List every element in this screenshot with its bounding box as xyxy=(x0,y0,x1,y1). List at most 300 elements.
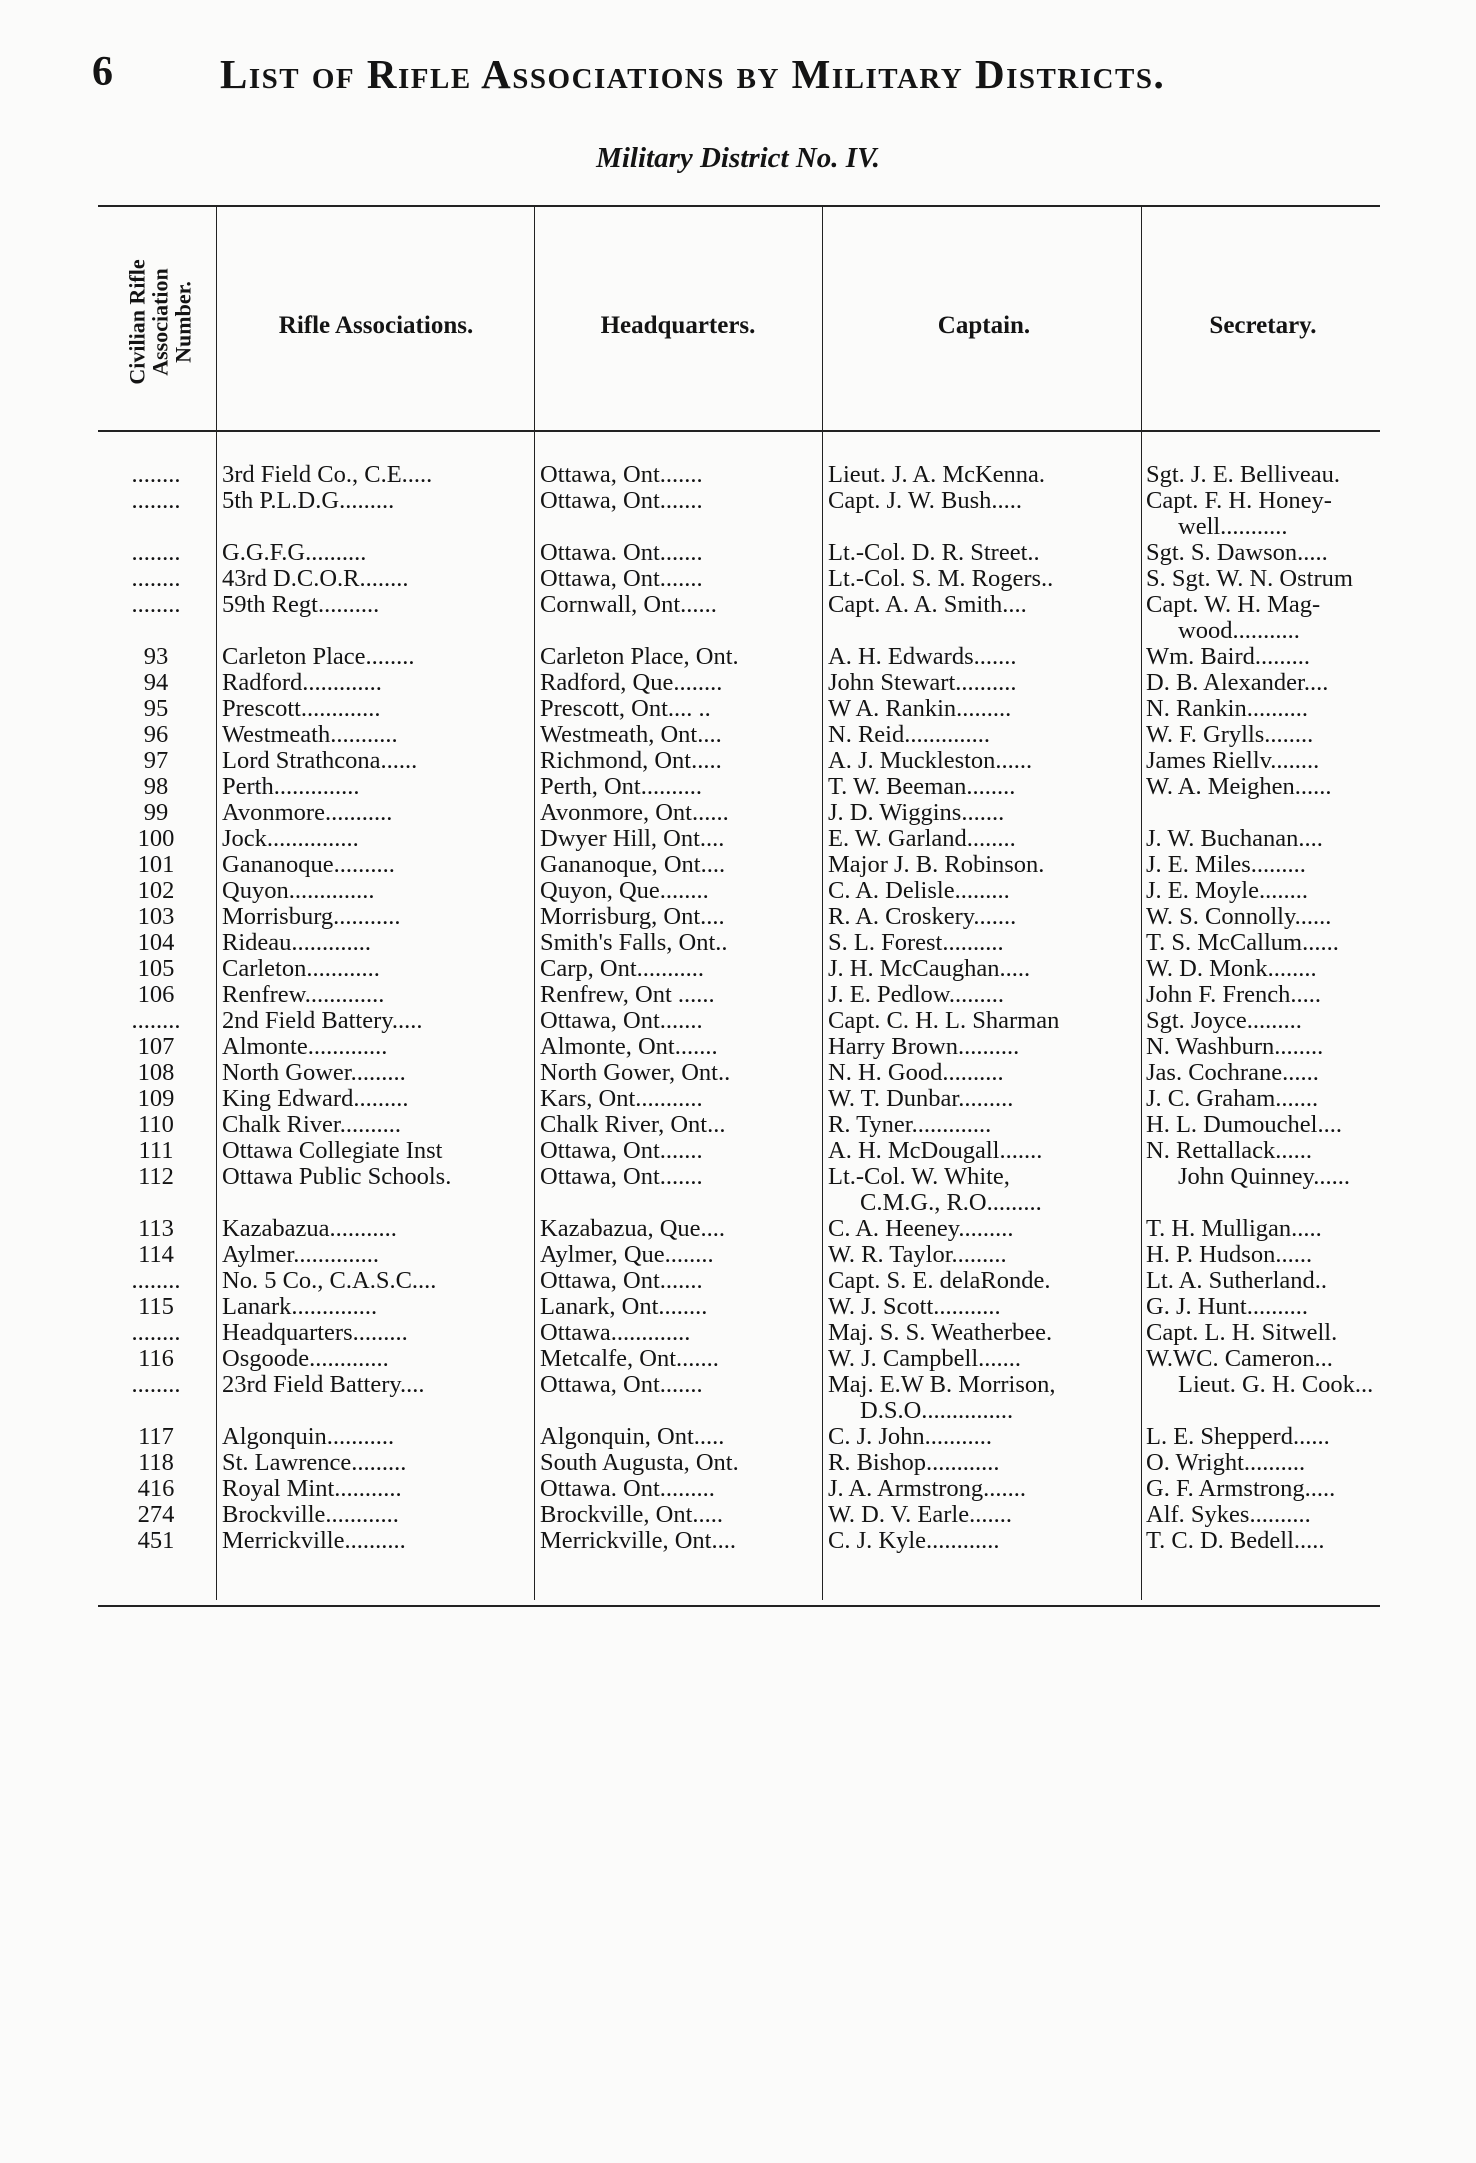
captain-name xyxy=(828,1242,1140,1268)
captain-name xyxy=(828,748,1140,774)
association-name xyxy=(222,1034,530,1060)
captain-name-text: C. A. Heeney......... xyxy=(828,1216,1014,1242)
captain-name-text: Lt.-Col. W. White, xyxy=(828,1164,1010,1190)
association-name-text: Quyon.............. xyxy=(222,878,375,904)
captain-name xyxy=(828,722,1140,748)
secretary-name xyxy=(1146,1164,1380,1190)
secretary-name-text: H. P. Hudson...... xyxy=(1146,1242,1313,1268)
secretary-name-text: Jas. Cochrane...... xyxy=(1146,1060,1319,1086)
headquarters-text: Aylmer, Que........ xyxy=(540,1242,714,1268)
captain-name-text: Lieut. J. A. McKenna. xyxy=(828,462,1046,488)
headquarters-text: Brockville, Ont..... xyxy=(540,1502,724,1528)
secretary-name-text: J. W. Buchanan.... xyxy=(1146,826,1323,852)
association-name xyxy=(222,1216,530,1242)
row-number xyxy=(100,592,212,618)
association-name-text: St. Lawrence......... xyxy=(222,1450,407,1476)
secretary-name-text: Capt. W. H. Mag- xyxy=(1146,592,1321,618)
captain-name xyxy=(828,1034,1140,1060)
row-number-text: 111 xyxy=(138,1138,174,1164)
row-number-text: 109 xyxy=(137,1086,175,1112)
table-row xyxy=(0,1372,1476,1424)
captain-name-text: C. A. Delisle......... xyxy=(828,878,1010,904)
secretary-name-continuation: wood........... xyxy=(1178,617,1300,644)
headquarters-text: Gananoque, Ont.... xyxy=(540,852,726,878)
captain-name-text: Maj. E.W B. Morrison, xyxy=(828,1372,1056,1398)
table-row xyxy=(0,566,1476,592)
headquarters-text: Metcalfe, Ont....... xyxy=(540,1346,719,1372)
row-number xyxy=(100,1372,212,1398)
headquarters xyxy=(540,878,816,904)
captain-name-text: Capt. C. H. L. Sharman xyxy=(828,1008,1060,1034)
row-number-text: ........ xyxy=(131,566,181,592)
headquarters-text: Algonquin, Ont..... xyxy=(540,1424,725,1450)
headquarters xyxy=(540,982,816,1008)
association-name-text: Radford............. xyxy=(222,670,382,696)
secretary-name xyxy=(1146,1502,1380,1528)
secretary-name xyxy=(1146,1112,1380,1138)
association-name xyxy=(222,592,530,618)
captain-name-text: Lt.-Col. D. R. Street.. xyxy=(828,540,1040,566)
row-number-text: ........ xyxy=(131,462,181,488)
table-row xyxy=(0,1060,1476,1086)
secretary-name-text: W. D. Monk........ xyxy=(1146,956,1317,982)
row-number xyxy=(100,566,212,592)
secretary-name-text: Alf. Sykes.......... xyxy=(1146,1502,1311,1528)
headquarters-text: Ottawa, Ont....... xyxy=(540,462,703,488)
table-row xyxy=(0,1294,1476,1320)
captain-name xyxy=(828,1216,1140,1242)
header-captain: Captain. xyxy=(937,312,1031,339)
table-header-rule xyxy=(98,430,1380,432)
headquarters xyxy=(540,540,816,566)
captain-name xyxy=(828,1502,1140,1528)
secretary-name-text: Sgt. Joyce......... xyxy=(1146,1008,1302,1034)
association-name xyxy=(222,696,530,722)
row-number xyxy=(100,1450,212,1476)
table-row xyxy=(0,644,1476,670)
headquarters xyxy=(540,956,816,982)
association-name-text: 2nd Field Battery..... xyxy=(222,1008,423,1034)
headquarters xyxy=(540,696,816,722)
secretary-name xyxy=(1146,1320,1380,1346)
association-name-text: Algonquin........... xyxy=(222,1424,395,1450)
captain-name xyxy=(828,956,1140,982)
headquarters xyxy=(540,462,816,488)
row-number xyxy=(100,1268,212,1294)
table-row xyxy=(0,1086,1476,1112)
secretary-name-text: W.WC. Cameron... xyxy=(1146,1346,1333,1372)
table-row xyxy=(0,1008,1476,1034)
row-number-text: 110 xyxy=(138,1112,174,1138)
captain-name xyxy=(828,1086,1140,1112)
headquarters xyxy=(540,1086,816,1112)
secretary-name-text: H. L. Dumouchel.... xyxy=(1146,1112,1342,1138)
headquarters-text: North Gower, Ont.. xyxy=(540,1060,731,1086)
headquarters-text: Ottawa, Ont....... xyxy=(540,1268,703,1294)
association-name xyxy=(222,800,530,826)
row-number xyxy=(100,1138,212,1164)
row-number xyxy=(100,826,212,852)
row-number-text: 451 xyxy=(137,1528,175,1554)
row-number-text: 102 xyxy=(137,878,175,904)
association-name xyxy=(222,1346,530,1372)
row-number-text: ........ xyxy=(131,1008,181,1034)
secretary-name xyxy=(1146,1060,1380,1086)
captain-name-text: J. H. McCaughan..... xyxy=(828,956,1031,982)
association-name-text: Royal Mint........... xyxy=(222,1476,402,1502)
association-name xyxy=(222,1424,530,1450)
row-number xyxy=(100,1294,212,1320)
headquarters xyxy=(540,722,816,748)
association-name-text: Perth.............. xyxy=(222,774,360,800)
row-number xyxy=(100,748,212,774)
secretary-name xyxy=(1146,1086,1380,1112)
headquarters-text: Radford, Que........ xyxy=(540,670,723,696)
secretary-name-text: W. A. Meighen...... xyxy=(1146,774,1332,800)
headquarters-text: Ottawa, Ont....... xyxy=(540,1164,703,1190)
secretary-name-text: Wm. Baird......... xyxy=(1146,644,1310,670)
row-number-text: 108 xyxy=(137,1060,175,1086)
captain-name-text: Capt. J. W. Bush..... xyxy=(828,488,1022,514)
captain-name xyxy=(828,1320,1140,1346)
table-row xyxy=(0,1450,1476,1476)
headquarters xyxy=(540,1112,816,1138)
headquarters-text: Ottawa, Ont....... xyxy=(540,1138,703,1164)
association-table-body xyxy=(0,462,1476,1554)
captain-name xyxy=(828,1476,1140,1502)
row-number xyxy=(100,1476,212,1502)
row-number xyxy=(100,1502,212,1528)
table-row xyxy=(0,956,1476,982)
header-association: Rifle Associations. xyxy=(278,312,474,339)
captain-name xyxy=(828,1112,1140,1138)
row-number-text: 117 xyxy=(138,1424,174,1450)
table-row xyxy=(0,1164,1476,1216)
captain-name xyxy=(828,696,1140,722)
headquarters xyxy=(540,1528,816,1554)
association-name xyxy=(222,644,530,670)
secretary-name-text: O. Wright.......... xyxy=(1146,1450,1306,1476)
captain-name-text: C. J. Kyle............ xyxy=(828,1528,1000,1554)
captain-name xyxy=(828,1424,1140,1450)
row-number-text: 274 xyxy=(137,1502,175,1528)
association-name xyxy=(222,1372,530,1398)
captain-name xyxy=(828,878,1140,904)
headquarters-text: Carp, Ont........... xyxy=(540,956,704,982)
association-name-text: Gananoque.......... xyxy=(222,852,395,878)
secretary-name-text: James Riellv........ xyxy=(1146,748,1320,774)
headquarters-text: South Augusta, Ont. xyxy=(540,1450,739,1476)
association-name xyxy=(222,826,530,852)
secretary-name-text: S. Sgt. W. N. Ostrum xyxy=(1146,566,1353,592)
table-row xyxy=(0,1346,1476,1372)
header-secretary: Secretary. xyxy=(1209,312,1317,339)
row-number-text: 93 xyxy=(143,644,169,670)
association-name-text: Morrisburg........... xyxy=(222,904,401,930)
association-name xyxy=(222,1476,530,1502)
captain-name-text: S. L. Forest.......... xyxy=(828,930,1004,956)
secretary-name-text: Capt. L. H. Sitwell. xyxy=(1146,1320,1338,1346)
captain-name-text: W A. Rankin......... xyxy=(828,696,1012,722)
captain-name xyxy=(828,1346,1140,1372)
secretary-name xyxy=(1146,904,1380,930)
row-number-text: ........ xyxy=(131,1320,181,1346)
table-row xyxy=(0,1502,1476,1528)
headquarters-text: Dwyer Hill, Ont.... xyxy=(540,826,725,852)
captain-name-text: W. J. Campbell....... xyxy=(828,1346,1022,1372)
secretary-name-text: Sgt. S. Dawson..... xyxy=(1146,540,1328,566)
secretary-name-text: Sgt. J. E. Belliveau. xyxy=(1146,462,1340,488)
captain-name xyxy=(828,540,1140,566)
secretary-name xyxy=(1146,956,1380,982)
association-name xyxy=(222,878,530,904)
secretary-name-text: D. B. Alexander.... xyxy=(1146,670,1329,696)
headquarters xyxy=(540,1138,816,1164)
headquarters-text: Ottawa............. xyxy=(540,1320,691,1346)
captain-name xyxy=(828,1164,1140,1216)
secretary-name xyxy=(1146,1268,1380,1294)
captain-name-text: W. T. Dunbar......... xyxy=(828,1086,1014,1112)
association-name xyxy=(222,1268,530,1294)
page-number: 6 xyxy=(92,49,113,95)
row-number-text: 95 xyxy=(143,696,169,722)
association-name-text: North Gower......... xyxy=(222,1060,406,1086)
association-name xyxy=(222,1320,530,1346)
row-number-text: 113 xyxy=(138,1216,174,1242)
row-number xyxy=(100,956,212,982)
secretary-name xyxy=(1146,1450,1380,1476)
association-name-text: King Edward......... xyxy=(222,1086,409,1112)
association-name-text: 5th P.L.D.G......... xyxy=(222,488,395,514)
table-row xyxy=(0,904,1476,930)
secretary-name-text: W. F. Grylls........ xyxy=(1146,722,1314,748)
row-number xyxy=(100,1424,212,1450)
association-name xyxy=(222,670,530,696)
association-name-text: No. 5 Co., C.A.S.C.... xyxy=(222,1268,437,1294)
headquarters xyxy=(540,1034,816,1060)
table-row xyxy=(0,826,1476,852)
headquarters xyxy=(540,826,816,852)
captain-name-text: A. J. Muckleston...... xyxy=(828,748,1033,774)
secretary-name-text: J. E. Miles......... xyxy=(1146,852,1306,878)
headquarters xyxy=(540,748,816,774)
table-row xyxy=(0,800,1476,826)
table-bottom-rule xyxy=(98,1605,1380,1607)
table-row xyxy=(0,540,1476,566)
row-number-text: 97 xyxy=(143,748,169,774)
association-name xyxy=(222,982,530,1008)
page-subtitle: Military District No. IV. xyxy=(596,142,880,174)
captain-name-text: N. Reid.............. xyxy=(828,722,990,748)
association-name-text: Renfrew............. xyxy=(222,982,385,1008)
headquarters xyxy=(540,1268,816,1294)
table-row xyxy=(0,1476,1476,1502)
secretary-name xyxy=(1146,1034,1380,1060)
association-name xyxy=(222,1450,530,1476)
row-number xyxy=(100,1216,212,1242)
headquarters xyxy=(540,1060,816,1086)
row-number xyxy=(100,930,212,956)
row-number xyxy=(100,1164,212,1190)
captain-name xyxy=(828,826,1140,852)
headquarters-text: Cornwall, Ont...... xyxy=(540,592,717,618)
association-name-text: Kazabazua........... xyxy=(222,1216,397,1242)
captain-name-text: W. J. Scott........... xyxy=(828,1294,1001,1320)
headquarters xyxy=(540,1450,816,1476)
captain-name-text: Major J. B. Robinson. xyxy=(828,852,1045,878)
headquarters xyxy=(540,644,816,670)
secretary-name-text: N. Rankin.......... xyxy=(1146,696,1308,722)
secretary-name xyxy=(1146,1346,1380,1372)
captain-name-text: Capt. A. A. Smith.... xyxy=(828,592,1027,618)
secretary-name xyxy=(1146,462,1380,488)
association-name-text: 43rd D.C.O.R........ xyxy=(222,566,409,592)
row-number-text: 94 xyxy=(143,670,169,696)
row-number xyxy=(100,670,212,696)
headquarters xyxy=(540,1164,816,1190)
table-row xyxy=(0,748,1476,774)
captain-name-text: J. E. Pedlow......... xyxy=(828,982,1005,1008)
secretary-name xyxy=(1146,1294,1380,1320)
association-name xyxy=(222,566,530,592)
row-number-text: 114 xyxy=(138,1242,174,1268)
headquarters xyxy=(540,1346,816,1372)
association-name xyxy=(222,748,530,774)
headquarters xyxy=(540,1216,816,1242)
headquarters xyxy=(540,1294,816,1320)
secretary-name xyxy=(1146,982,1380,1008)
association-name-text: Brockville............ xyxy=(222,1502,399,1528)
association-name-text: Aylmer.............. xyxy=(222,1242,379,1268)
headquarters-text: Morrisburg, Ont.... xyxy=(540,904,725,930)
captain-name xyxy=(828,488,1140,514)
secretary-name xyxy=(1146,1138,1380,1164)
captain-name-continuation: C.M.G., R.O......... xyxy=(860,1189,1042,1216)
captain-name-text: A. H. McDougall....... xyxy=(828,1138,1043,1164)
headquarters-text: Ottawa, Ont....... xyxy=(540,1372,703,1398)
table-row xyxy=(0,1424,1476,1450)
association-name xyxy=(222,1242,530,1268)
headquarters-text: Prescott, Ont.... .. xyxy=(540,696,711,722)
headquarters xyxy=(540,670,816,696)
row-number-text: 112 xyxy=(138,1164,174,1190)
association-name-text: 3rd Field Co., C.E..... xyxy=(222,462,433,488)
captain-name xyxy=(828,904,1140,930)
table-row xyxy=(0,722,1476,748)
association-name-text: Headquarters......... xyxy=(222,1320,408,1346)
secretary-name-text: J. E. Moyle........ xyxy=(1146,878,1308,904)
captain-name-continuation: D.S.O............... xyxy=(860,1397,1014,1424)
association-name-text: Ottawa Collegiate Inst xyxy=(222,1138,443,1164)
row-number xyxy=(100,1346,212,1372)
captain-name-text: J. A. Armstrong....... xyxy=(828,1476,1027,1502)
row-number-text: ........ xyxy=(131,1268,181,1294)
row-number-text: 116 xyxy=(138,1346,174,1372)
secretary-name-text: John F. French..... xyxy=(1146,982,1321,1008)
association-name xyxy=(222,1528,530,1554)
captain-name-text: Capt. S. E. delaRonde. xyxy=(828,1268,1051,1294)
captain-name-text: Maj. S. S. Weatherbee. xyxy=(828,1320,1053,1346)
captain-name xyxy=(828,930,1140,956)
association-name-text: Osgoode............. xyxy=(222,1346,389,1372)
row-number xyxy=(100,982,212,1008)
headquarters xyxy=(540,1320,816,1346)
association-name xyxy=(222,852,530,878)
headquarters xyxy=(540,1372,816,1398)
captain-name xyxy=(828,1528,1140,1554)
table-row xyxy=(0,982,1476,1008)
captain-name xyxy=(828,1372,1140,1424)
secretary-name xyxy=(1146,1476,1380,1502)
row-number xyxy=(100,540,212,566)
secretary-name-text: L. E. Shepperd...... xyxy=(1146,1424,1330,1450)
table-row xyxy=(0,1528,1476,1554)
captain-name-text: N. H. Good.......... xyxy=(828,1060,1004,1086)
row-number xyxy=(100,1112,212,1138)
row-number xyxy=(100,800,212,826)
row-number-text: 106 xyxy=(137,982,175,1008)
row-number xyxy=(100,878,212,904)
headquarters-text: Almonte, Ont....... xyxy=(540,1034,718,1060)
secretary-name xyxy=(1146,644,1380,670)
secretary-name-text: G. J. Hunt.......... xyxy=(1146,1294,1308,1320)
table-row xyxy=(0,1112,1476,1138)
secretary-name xyxy=(1146,878,1380,904)
headquarters-text: Avonmore, Ont...... xyxy=(540,800,729,826)
row-number-text: 101 xyxy=(137,852,175,878)
headquarters-text: Quyon, Que........ xyxy=(540,878,709,904)
captain-name xyxy=(828,982,1140,1008)
association-name-text: Lanark.............. xyxy=(222,1294,378,1320)
table-row xyxy=(0,930,1476,956)
association-name-text: Lord Strathcona...... xyxy=(222,748,418,774)
row-number xyxy=(100,774,212,800)
row-number-text: 105 xyxy=(137,956,175,982)
secretary-name xyxy=(1146,1216,1380,1242)
header-number-column xyxy=(110,222,210,422)
association-name xyxy=(222,904,530,930)
association-name xyxy=(222,1294,530,1320)
headquarters-text: Richmond, Ont..... xyxy=(540,748,722,774)
headquarters xyxy=(540,566,816,592)
captain-name-text: T. W. Beeman........ xyxy=(828,774,1016,800)
secretary-name xyxy=(1146,1528,1380,1554)
association-name xyxy=(222,540,530,566)
headquarters-text: Merrickville, Ont.... xyxy=(540,1528,736,1554)
headquarters xyxy=(540,800,816,826)
row-number xyxy=(100,1060,212,1086)
association-name-text: Prescott............. xyxy=(222,696,381,722)
header-number-label: Civilian Rifle Association Number. xyxy=(124,259,196,385)
headquarters xyxy=(540,1424,816,1450)
row-number xyxy=(100,1528,212,1554)
row-number xyxy=(100,1086,212,1112)
header-headquarters: Headquarters. xyxy=(600,312,756,339)
row-number xyxy=(100,1242,212,1268)
secretary-name xyxy=(1146,1008,1380,1034)
secretary-name xyxy=(1146,1242,1380,1268)
association-name-text: 23rd Field Battery.... xyxy=(222,1372,425,1398)
headquarters-text: Ottawa, Ont....... xyxy=(540,488,703,514)
secretary-name xyxy=(1146,566,1380,592)
row-number-text: ........ xyxy=(131,1372,181,1398)
row-number-text: 99 xyxy=(143,800,169,826)
captain-name xyxy=(828,566,1140,592)
captain-name xyxy=(828,592,1140,618)
captain-name xyxy=(828,462,1140,488)
secretary-name xyxy=(1146,930,1380,956)
association-name xyxy=(222,1112,530,1138)
